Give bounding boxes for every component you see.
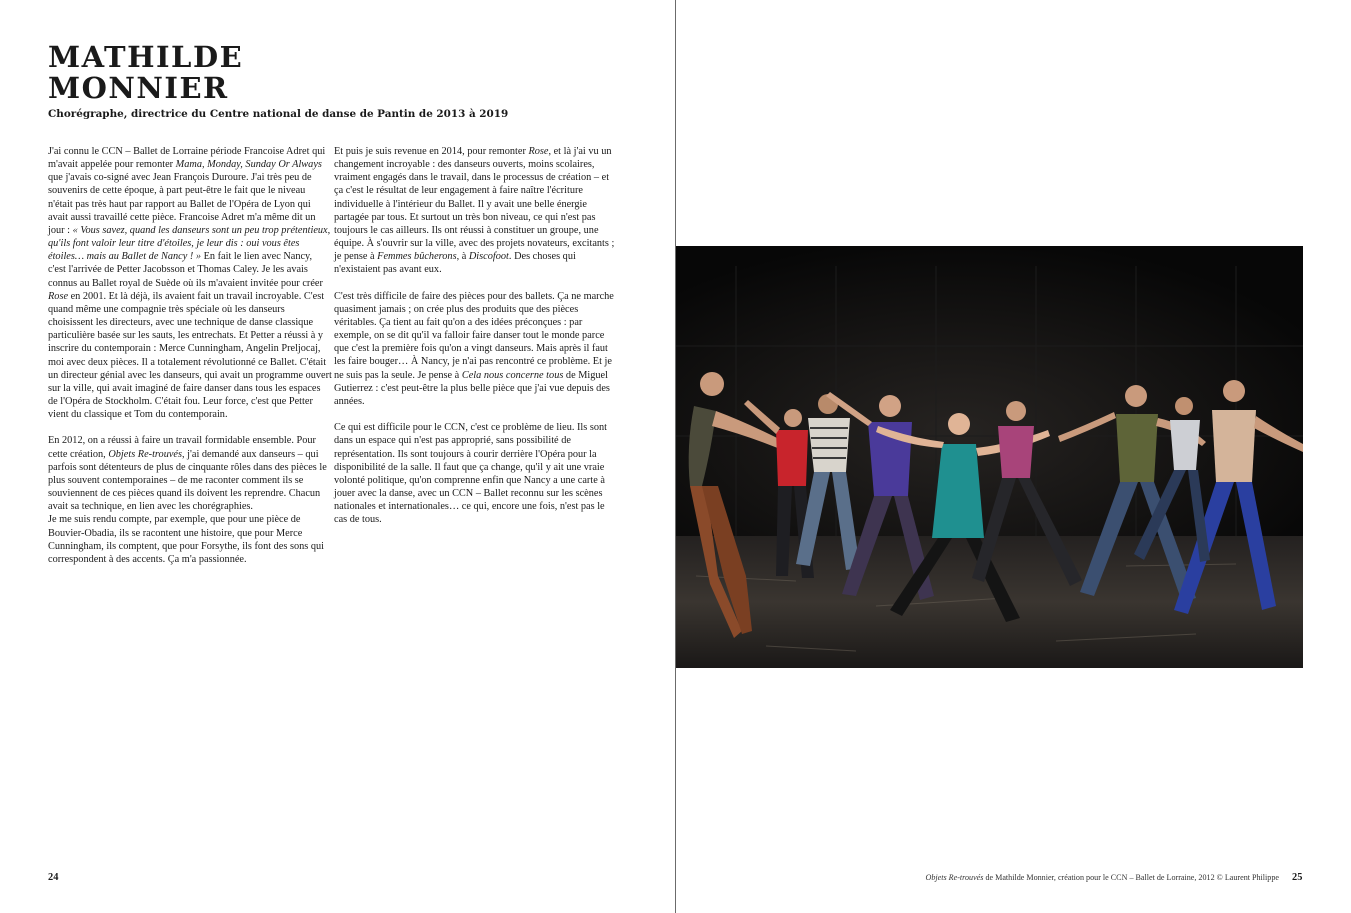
paragraph: J'ai connu le CCN – Ballet de Lorraine période Francoise Adret qui m'avait appelée pour remonter Mama, Monday, Sunday Or Always que j'avais co-signé avec Jean François Duroure. J'ai très peu de souvenirs de cette époque, à part peut-être le fait que le niveau n'était pas très haut par rapport au Ballet de l'Opéra de Lyon qui avait aussi travaillé cette pièce. Francoise Adret m'a même dit un jour : « Vous savez, quand les danseurs sont un peu trop prétentieux, qu'ils font valoir leur titre d'étoiles, je leur dis : oui vous êtes étoiles… mais au Ballet de Nancy ! » En fait le lien avec Nancy, c'est l'arrivée de Petter Jacobsson et Thomas Caley. Je les avais connus au Ballet royal de Suède où ils m'avaient invitée pour créer Rose en 2001. Et là déjà, ils avaient fait un travail incroyable. C'est quand même une compagnie très spéciale où les danseurs choisissent les directeurs, avec une technique de danse classique particulière basée sur les sauts, les entrechats. Et Petter a réussi à y inscrire du contemporain : Merce Cunningham, Angelin Preljocaj, moi avec deux pièces. Il a totalement révolutionné ce Ballet. C'était un directeur génial avec les danseurs, qui avait un programme ouvert sur la ville, qui avait imaginé de faire danser dans tous les espaces de l'Opéra de Stockholm. C'était fou. Leur force, c'est que Petter vient du classique et Tom du contemporain. bbox=[48, 146, 332, 421]
dance-photo bbox=[676, 246, 1303, 668]
article-subtitle: Chorégraphe, directrice du Centre national de danse de Pantin de 2013 à 2019 bbox=[48, 108, 509, 120]
title-line-2: MONNIER bbox=[48, 71, 229, 105]
article-title bbox=[48, 42, 243, 104]
page-number-left: 24 bbox=[48, 872, 59, 883]
backdrop bbox=[676, 246, 1303, 546]
paragraph: Et puis je suis revenue en 2014, pour remonter Rose, et là j'ai vu un changement incroyable : des danseurs ouverts, moins scolaires, vraiment engagés dans le travail, dans le processus de création – et ça c'est le résultat de leur engagement à faire naître l'écriture individuelle à l'intérieur du Ballet. Il y avait une belle énergie partagée par tous. Et surtout un très bon niveau, ce qui n'est pas toujours le cas ailleurs. Ils ont réussi à constituer un groupe, une équipe. À s'ouvrir sur la ville, avec des projets novateurs, excitants ; je pense à Femmes bûcherons, à Discofoot. Des choses qui n'existaient pas avant eux. bbox=[334, 146, 615, 276]
paragraph: En 2012, on a réussi à faire un travail formidable ensemble. Pour cette création, Objets Re-trouvés, j'ai demandé aux danseurs – qui parfois sont détenteurs de plus de cinquante rôles dans des pièces le plus souvent contemporaines – de me raconter comment ils se souviennent de ces pièces quand ils doivent les reprendre. Chacun avait sa technique, en lien avec les chorégraphies. Je me suis rendu compte, par exemple, que pour une pièce de Bouvier-Obadia, ils se racontent une histoire, que pour Merce Cunningham, ils comptent, que pour Forsythe, ils font des sons qui correspondent à des accents. Ça m'a passionnée. bbox=[48, 435, 327, 565]
title-line-1: MATHILDE bbox=[48, 40, 244, 74]
photo-caption: Objets Re-trouvés de Mathilde Monnier, création pour le CCN – Ballet de Lorraine, 2012 © Laurent Philippe bbox=[925, 873, 1279, 882]
page-number-right: 25 bbox=[1292, 872, 1303, 883]
text-column-right bbox=[334, 145, 618, 540]
text-column-left bbox=[48, 145, 332, 579]
paragraph: Ce qui est difficile pour le CCN, c'est ce problème de lieu. Ils sont dans un espace qui n'est pas approprié, sans possibilité de représentation. Ils sont toujours à courir derrière l'Opéra pour la disponibilité de la salle. Il faut que ça change, qu'il y ait une vraie volonté politique, qu'on comprenne enfin que Nancy a une carte à jouer avec la danse, avec un CCN – Ballet reconnu sur les scènes nationales et internationales… ce qui, encore une fois, n'est pas le cas de tous. bbox=[334, 422, 608, 526]
paragraph: C'est très difficile de faire des pièces pour des ballets. Ça ne marche quasiment jamais ; on crée plus des produits que des pièces véritables. Ça tient au fait qu'on a des idées préconçues : par exemple, on se dit qu'il va falloir faire danser tout le monde parce que c'est la première fois qu'on a vingt danseurs. Mais après il faut les faire bouger… À Nancy, je n'ai pas rencontré ce problème. Et je ne suis pas la seule. Je pense à Cela nous concerne tous de Miguel Gutierrez : c'est peut-être la plus belle pièce que j'ai vue depuis des années. bbox=[334, 290, 614, 407]
